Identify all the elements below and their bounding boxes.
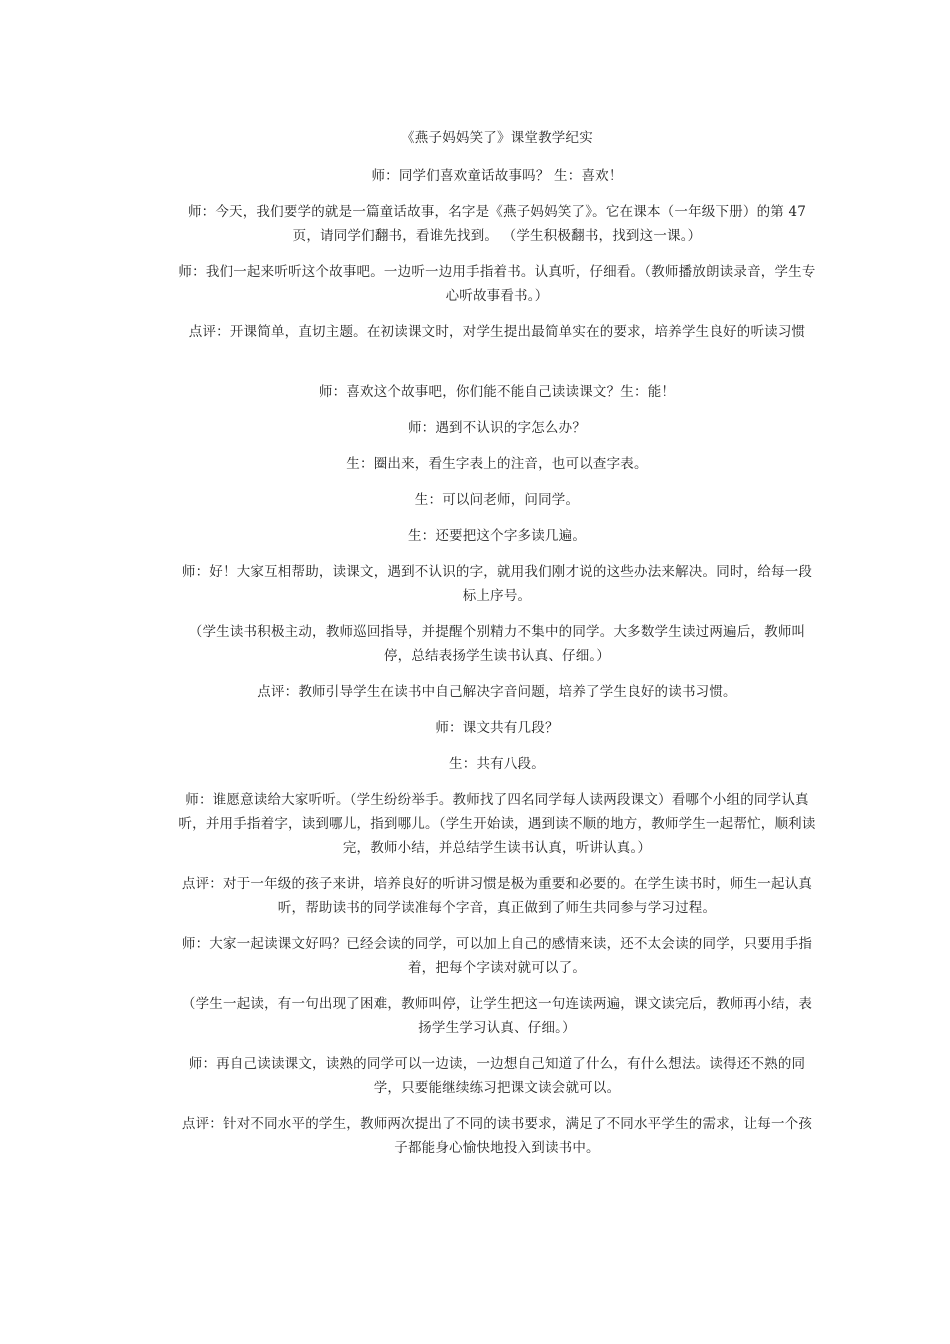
dialogue-paragraph: 师：遇到不认识的字怎么办？ <box>407 420 587 436</box>
dialogue-paragraph: 生：圈出来，看生字表上的注音，也可以查字表。 <box>346 456 648 472</box>
dialogue-paragraph: 生：还要把这个字多读几遍。 <box>407 528 587 544</box>
dialogue-paragraph: 生：共有八段。 <box>449 756 545 772</box>
dialogue-paragraph: 师：再自己读读课文，读熟的同学可以一边读，一边想自己知道了什么，有什么想法。读得还不熟的同学，只要能继续练习把课文读会就可以。 <box>188 1056 806 1096</box>
dialogue-paragraph: 生：可以问老师，问同学。 <box>414 492 580 508</box>
dialogue-paragraph: 师：大家一起读课文好吗？已经会读的同学，可以加上自己的感情来读，还不太会读的同学，只要用手指着，把每个字读对就可以了。 <box>181 936 813 976</box>
comment-paragraph: 点评：开课简单，直切主题。在初读课文时，对学生提出最简单实在的要求，培养学生良好的听读习惯 <box>188 324 806 340</box>
dialogue-paragraph: 师：喜欢这个故事吧，你们能不能自己读读课文？生：能！ <box>318 384 676 400</box>
comment-paragraph: 点评：对于一年级的孩子来讲，培养良好的听讲习惯是极为重要和必要的。在学生读书时，师生一起认真听，帮助读书的同学读准每个字音，真正做到了师生共同参与学习过程。 <box>181 876 813 916</box>
document-title: 《燕子妈妈笑了》课堂教学纪实 <box>401 130 593 146</box>
dialogue-paragraph: 师：同学们喜欢童话故事吗？ 生：喜欢！ <box>371 168 623 184</box>
dialogue-paragraph: 师：谁愿意读给大家听听。（学生纷纷举手。教师找了四名同学每人读两段课文）看哪个小组的同学认真听，并用手指着字，读到哪儿，指到哪儿。（学生开始读，遇到读不顺的地方，教师学生一起帮忙，顺利读完，教师小结，并总结学生读书认真，听讲认真。） <box>178 792 816 856</box>
dialogue-paragraph: 师：今天，我们要学的就是一篇童话故事，名字是《燕子妈妈笑了》。它在课本（一年级下册）的第 47 页，请同学们翻书，看谁先找到。 （学生积极翻书，找到这一课。） <box>187 204 807 244</box>
dialogue-paragraph: 师：好！大家互相帮助，读课文，遇到不认识的字，就用我们刚才说的这些办法来解决。同时，给每一段标上序号。 <box>181 564 813 604</box>
comment-paragraph: 点评：针对不同水平的学生，教师两次提出了不同的读书要求，满足了不同水平学生的需求，让每一个孩子都能身心愉快地投入到读书中。 <box>181 1116 813 1156</box>
comment-paragraph: 点评：教师引导学生在读书中自己解决字音问题，培养了学生良好的读书习惯。 <box>257 684 737 700</box>
activity-note-paragraph: （学生读书积极主动，教师巡回指导，并提醒个别精力不集中的同学。大多数学生读过两遍后，教师叫停，总结表扬学生读书认真、仔细。） <box>188 624 806 664</box>
activity-note-paragraph: （学生一起读，有一句出现了困难，教师叫停，让学生把这一句连读两遍，课文读完后，教师再小结，表扬学生学习认真、仔细。） <box>181 996 813 1036</box>
dialogue-paragraph: 师：我们一起来听听这个故事吧。一边听一边用手指着书。认真听，仔细看。（教师播放朗读录音，学生专心听故事看书。） <box>178 264 816 304</box>
section-gap <box>178 356 816 380</box>
document-body <box>178 126 816 1172</box>
dialogue-paragraph: 师：课文共有几段？ <box>435 720 559 736</box>
